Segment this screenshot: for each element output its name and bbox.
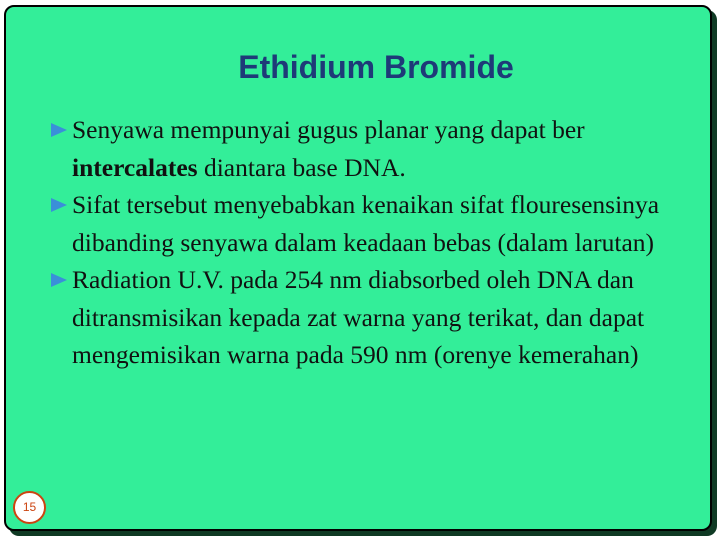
triangle-bullet-icon <box>48 111 72 148</box>
triangle-bullet-icon <box>48 261 72 298</box>
bullet-text-part: Radiation U.V. pada 254 nm diabsorbed oleh DNA dan ditransmisikan kepada zat warna yang terikat, dan dapat mengemisikan warna pada 590 nm (orenye kemerahan) <box>72 265 645 369</box>
bullet-text <box>72 115 585 182</box>
bullet-text <box>72 265 644 369</box>
bullet-item-3 <box>48 261 698 374</box>
page-number-badge: 15 <box>13 491 46 524</box>
bullet-text-bold: intercalates <box>72 152 198 182</box>
triangle-bullet-icon <box>48 186 72 223</box>
bullet-item-1 <box>48 111 698 186</box>
bullet-text <box>72 190 659 257</box>
slide <box>4 5 712 531</box>
bullet-text-part: Senyawa mempunyai gugus planar yang dapat ber <box>72 115 585 144</box>
bullet-text-part: diantara base DNA. <box>197 152 406 182</box>
bullet-item-2 <box>48 186 698 261</box>
slide-title: Ethidium Bromide <box>238 49 514 85</box>
bullet-list <box>48 111 698 374</box>
bullet-text-part: Sifat tersebut menyebabkan kenaikan sifat flouresensinya dibanding senyawa dalam keadaan bebas (dalam larutan) <box>72 190 660 257</box>
